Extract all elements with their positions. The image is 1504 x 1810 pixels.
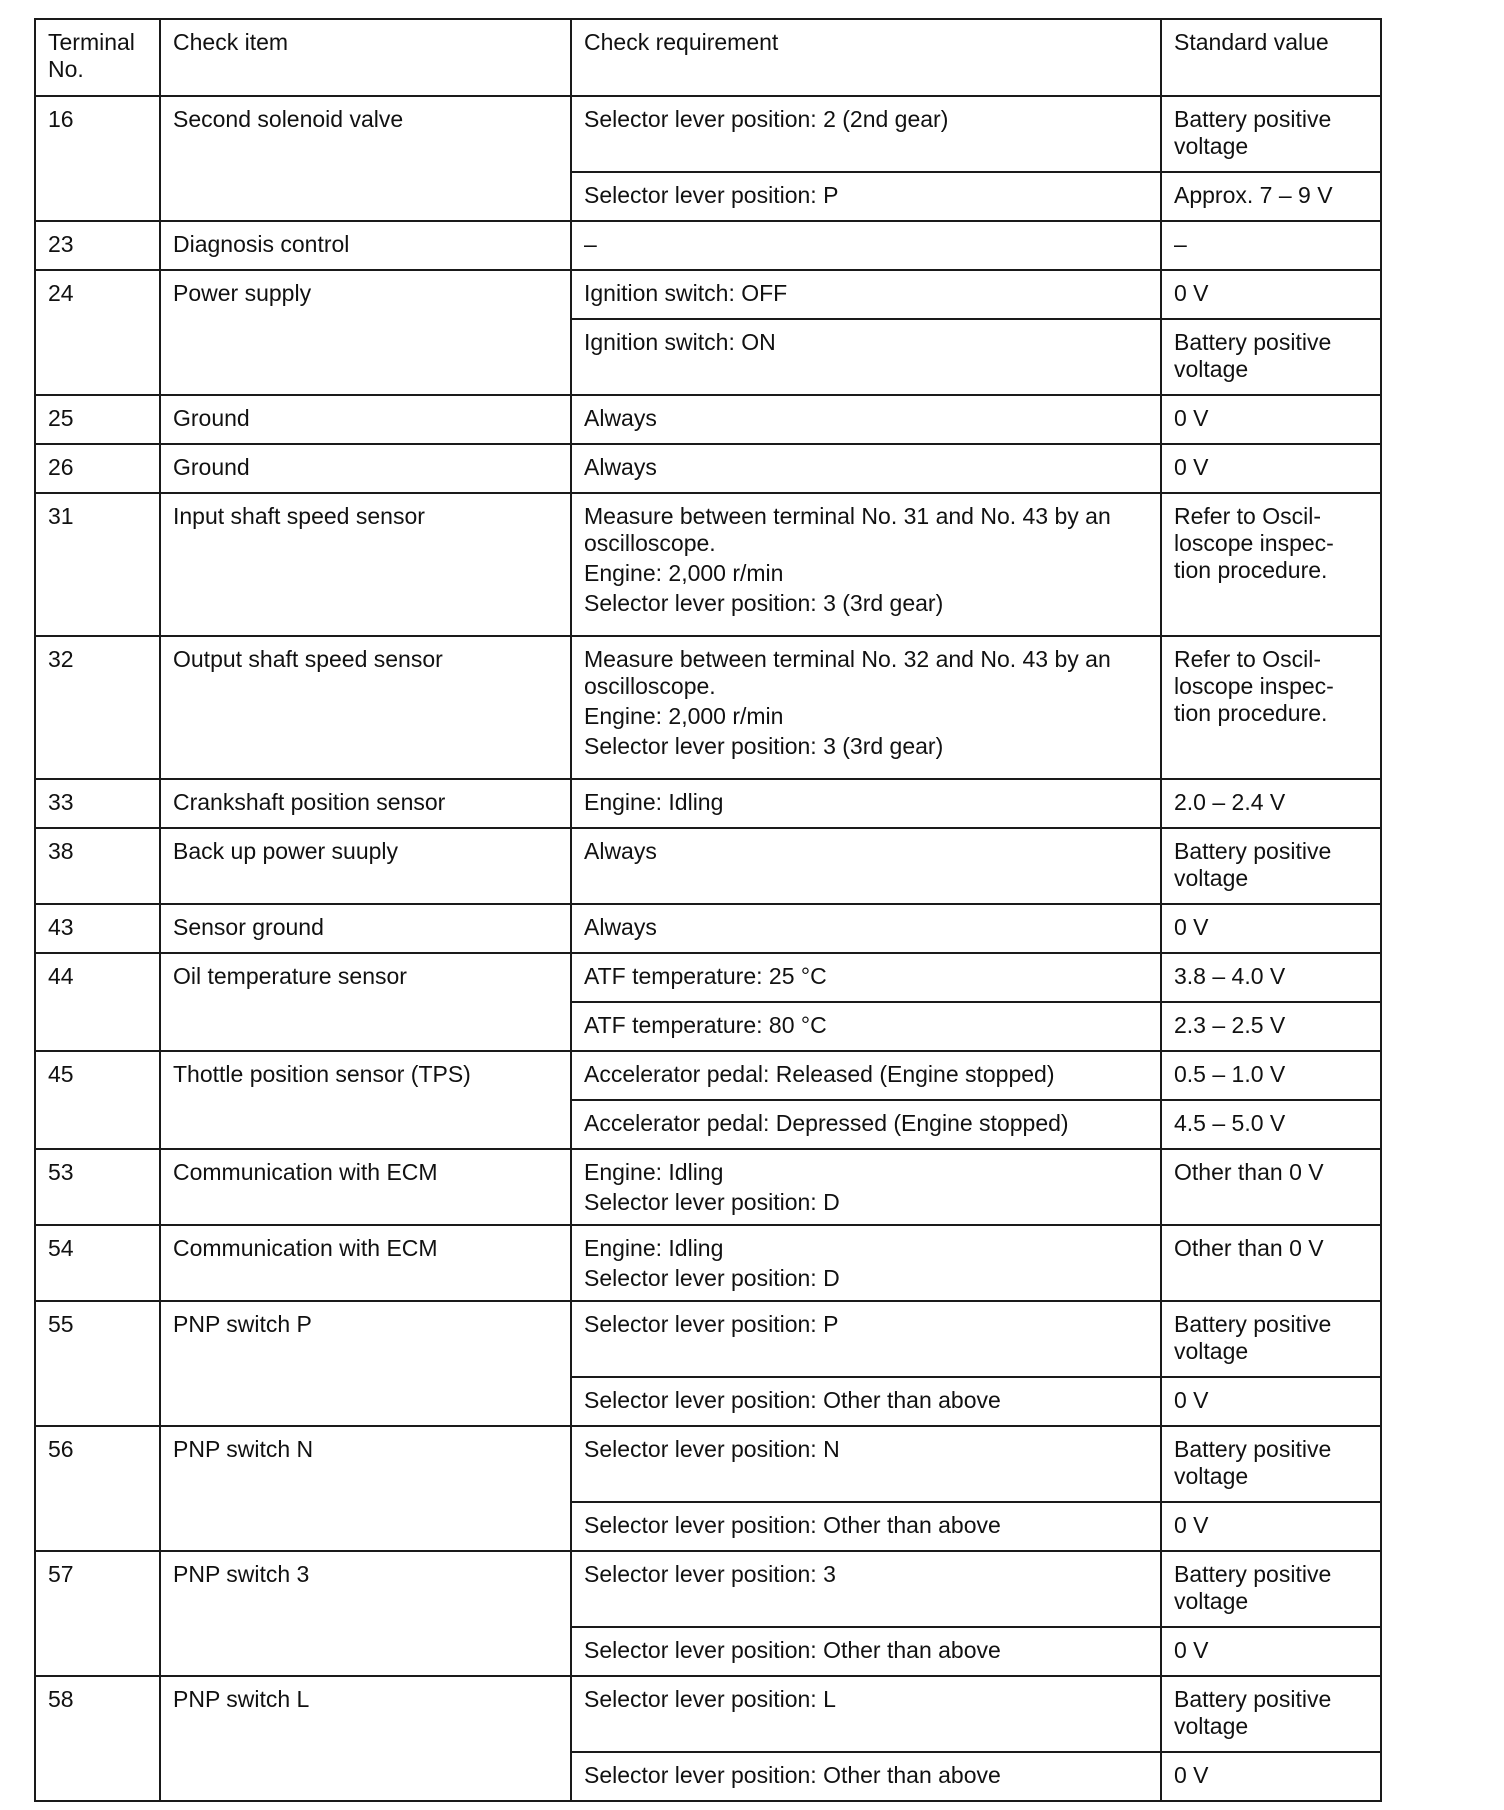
- requirement-line: Measure between terminal No. 31 and No. 43 by an oscilloscope.: [584, 503, 1111, 556]
- header-check-item: Check item: [160, 19, 571, 96]
- check-item: Back up power suuply: [160, 828, 571, 904]
- terminal-number: 33: [35, 779, 160, 828]
- table-row: [35, 779, 1381, 828]
- check-requirement: [571, 1051, 1161, 1100]
- requirement-line: Selector lever position: N: [584, 1436, 840, 1462]
- standard-value: Battery positive voltage: [1161, 319, 1381, 395]
- check-requirement: [571, 953, 1161, 1002]
- standard-value: Refer to Oscil-loscope inspec-tion procedure.: [1161, 636, 1381, 779]
- check-item: Communication with ECM: [160, 1225, 571, 1301]
- table-row: [35, 1676, 1381, 1752]
- standard-value: Battery positive voltage: [1161, 1301, 1381, 1377]
- terminal-number: 16: [35, 96, 160, 221]
- table-row: [35, 493, 1381, 636]
- standard-value: 0 V: [1161, 1502, 1381, 1551]
- terminal-number: 43: [35, 904, 160, 953]
- standard-value: Other than 0 V: [1161, 1225, 1381, 1301]
- requirement-line: Engine: 2,000 r/min: [584, 560, 784, 586]
- check-requirement: [571, 1377, 1161, 1426]
- table-row: [35, 1426, 1381, 1502]
- requirement-line: Ignition switch: OFF: [584, 280, 788, 306]
- header-terminal: Terminal No.: [35, 19, 160, 96]
- terminal-number: 24: [35, 270, 160, 395]
- requirement-line: ATF temperature: 80 °C: [584, 1012, 827, 1038]
- standard-value: Other than 0 V: [1161, 1149, 1381, 1225]
- requirement-line: Selector lever position: D: [584, 1265, 840, 1291]
- check-requirement: [571, 1502, 1161, 1551]
- requirement-line: Always: [584, 405, 657, 431]
- requirement-line: Selector lever position: 3: [584, 1561, 836, 1587]
- table-row: [35, 270, 1381, 319]
- standard-value: Battery positive voltage: [1161, 96, 1381, 172]
- requirement-line: Engine: Idling: [584, 1235, 724, 1261]
- table-row: [35, 1225, 1381, 1301]
- table-row: [35, 1551, 1381, 1627]
- check-requirement: [571, 96, 1161, 172]
- check-requirement: [571, 1301, 1161, 1377]
- requirement-line: Selector lever position: Other than above: [584, 1762, 1001, 1788]
- check-requirement: [571, 1627, 1161, 1676]
- requirement-line: Selector lever position: 3 (3rd gear): [584, 733, 944, 759]
- requirement-line: Always: [584, 454, 657, 480]
- terminal-number: 54: [35, 1225, 160, 1301]
- check-requirement: [571, 493, 1161, 636]
- standard-value: Battery positive voltage: [1161, 828, 1381, 904]
- standard-value: 0 V: [1161, 904, 1381, 953]
- requirement-line: Selector lever position: P: [584, 1311, 839, 1337]
- table-row: [35, 96, 1381, 172]
- standard-value: 0 V: [1161, 1377, 1381, 1426]
- standard-value: Refer to Oscil-loscope inspec-tion procedure.: [1161, 493, 1381, 636]
- header-row: [35, 19, 1381, 96]
- standard-value: Battery positive voltage: [1161, 1676, 1381, 1752]
- terminal-number: 56: [35, 1426, 160, 1551]
- check-item: Crankshaft position sensor: [160, 779, 571, 828]
- check-requirement: [571, 779, 1161, 828]
- check-item: PNP switch 3: [160, 1551, 571, 1676]
- standard-value: 0 V: [1161, 395, 1381, 444]
- requirement-line: Selector lever position: L: [584, 1686, 836, 1712]
- requirement-line: Selector lever position: D: [584, 1189, 840, 1215]
- requirement-line: Engine: Idling: [584, 1159, 724, 1185]
- standard-value: Battery positive voltage: [1161, 1551, 1381, 1627]
- requirement-line: Engine: 2,000 r/min: [584, 703, 784, 729]
- terminal-number: 44: [35, 953, 160, 1051]
- standard-value: 4.5 – 5.0 V: [1161, 1100, 1381, 1149]
- check-requirement: [571, 1100, 1161, 1149]
- requirement-line: –: [584, 231, 597, 257]
- check-item: PNP switch N: [160, 1426, 571, 1551]
- check-requirement: [571, 444, 1161, 493]
- requirement-line: Always: [584, 914, 657, 940]
- check-requirement: [571, 270, 1161, 319]
- terminal-number: 32: [35, 636, 160, 779]
- terminal-check-sheet: [34, 18, 1382, 1802]
- check-requirement: [571, 221, 1161, 270]
- check-item: Ground: [160, 395, 571, 444]
- check-requirement: [571, 1551, 1161, 1627]
- table-row: [35, 444, 1381, 493]
- standard-value: 0 V: [1161, 1752, 1381, 1801]
- table-row: [35, 395, 1381, 444]
- check-item: Oil temperature sensor: [160, 953, 571, 1051]
- standard-value: 0 V: [1161, 444, 1381, 493]
- check-requirement: [571, 319, 1161, 395]
- terminal-number: 53: [35, 1149, 160, 1225]
- requirement-line: Measure between terminal No. 32 and No. 43 by an oscilloscope.: [584, 646, 1111, 699]
- terminal-number: 23: [35, 221, 160, 270]
- requirement-line: Ignition switch: ON: [584, 329, 776, 355]
- standard-value: 2.3 – 2.5 V: [1161, 1002, 1381, 1051]
- table-row: [35, 636, 1381, 779]
- check-requirement: [571, 172, 1161, 221]
- terminal-number: 38: [35, 828, 160, 904]
- check-requirement: [571, 828, 1161, 904]
- header-standard-value: Standard value: [1161, 19, 1381, 96]
- check-item: Diagnosis control: [160, 221, 571, 270]
- table-row: [35, 1051, 1381, 1100]
- terminal-number: 55: [35, 1301, 160, 1426]
- standard-value: 0 V: [1161, 1627, 1381, 1676]
- terminal-number: 31: [35, 493, 160, 636]
- table-row: [35, 953, 1381, 1002]
- standard-value: 0 V: [1161, 270, 1381, 319]
- check-requirement: [571, 1149, 1161, 1225]
- requirement-line: Accelerator pedal: Released (Engine stopped): [584, 1061, 1055, 1087]
- requirement-line: Always: [584, 838, 657, 864]
- table-row: [35, 221, 1381, 270]
- check-requirement: [571, 1752, 1161, 1801]
- check-item: Output shaft speed sensor: [160, 636, 571, 779]
- check-requirement: [571, 636, 1161, 779]
- check-item: Thottle position sensor (TPS): [160, 1051, 571, 1149]
- table-body: [35, 96, 1381, 1801]
- requirement-line: Accelerator pedal: Depressed (Engine stopped): [584, 1110, 1069, 1136]
- header-check-requirement: Check requirement: [571, 19, 1161, 96]
- standard-value: 2.0 – 2.4 V: [1161, 779, 1381, 828]
- requirement-line: Engine: Idling: [584, 789, 724, 815]
- terminal-number: 45: [35, 1051, 160, 1149]
- check-requirement: [571, 1002, 1161, 1051]
- check-item: Sensor ground: [160, 904, 571, 953]
- standard-value: Battery positive voltage: [1161, 1426, 1381, 1502]
- standard-value: Approx. 7 – 9 V: [1161, 172, 1381, 221]
- requirement-line: Selector lever position: 2 (2nd gear): [584, 106, 949, 132]
- requirement-line: Selector lever position: Other than above: [584, 1512, 1001, 1538]
- requirement-line: Selector lever position: Other than above: [584, 1637, 1001, 1663]
- check-requirement: [571, 904, 1161, 953]
- standard-value: 0.5 – 1.0 V: [1161, 1051, 1381, 1100]
- check-item: PNP switch P: [160, 1301, 571, 1426]
- standard-value: –: [1161, 221, 1381, 270]
- table-row: [35, 828, 1381, 904]
- check-requirement: [571, 1426, 1161, 1502]
- table-row: [35, 1301, 1381, 1377]
- standard-value: 3.8 – 4.0 V: [1161, 953, 1381, 1002]
- terminal-number: 57: [35, 1551, 160, 1676]
- check-item: Ground: [160, 444, 571, 493]
- requirement-line: ATF temperature: 25 °C: [584, 963, 827, 989]
- check-requirement: [571, 1676, 1161, 1752]
- requirement-line: Selector lever position: Other than above: [584, 1387, 1001, 1413]
- terminal-check-table: [34, 18, 1382, 1802]
- terminal-number: 58: [35, 1676, 160, 1801]
- terminal-number: 26: [35, 444, 160, 493]
- check-requirement: [571, 395, 1161, 444]
- check-item: Power supply: [160, 270, 571, 395]
- table-row: [35, 904, 1381, 953]
- check-item: Input shaft speed sensor: [160, 493, 571, 636]
- check-requirement: [571, 1225, 1161, 1301]
- requirement-line: Selector lever position: P: [584, 182, 839, 208]
- terminal-number: 25: [35, 395, 160, 444]
- requirement-line: Selector lever position: 3 (3rd gear): [584, 590, 944, 616]
- check-item: Second solenoid valve: [160, 96, 571, 221]
- check-item: Communication with ECM: [160, 1149, 571, 1225]
- check-item: PNP switch L: [160, 1676, 571, 1801]
- table-row: [35, 1149, 1381, 1225]
